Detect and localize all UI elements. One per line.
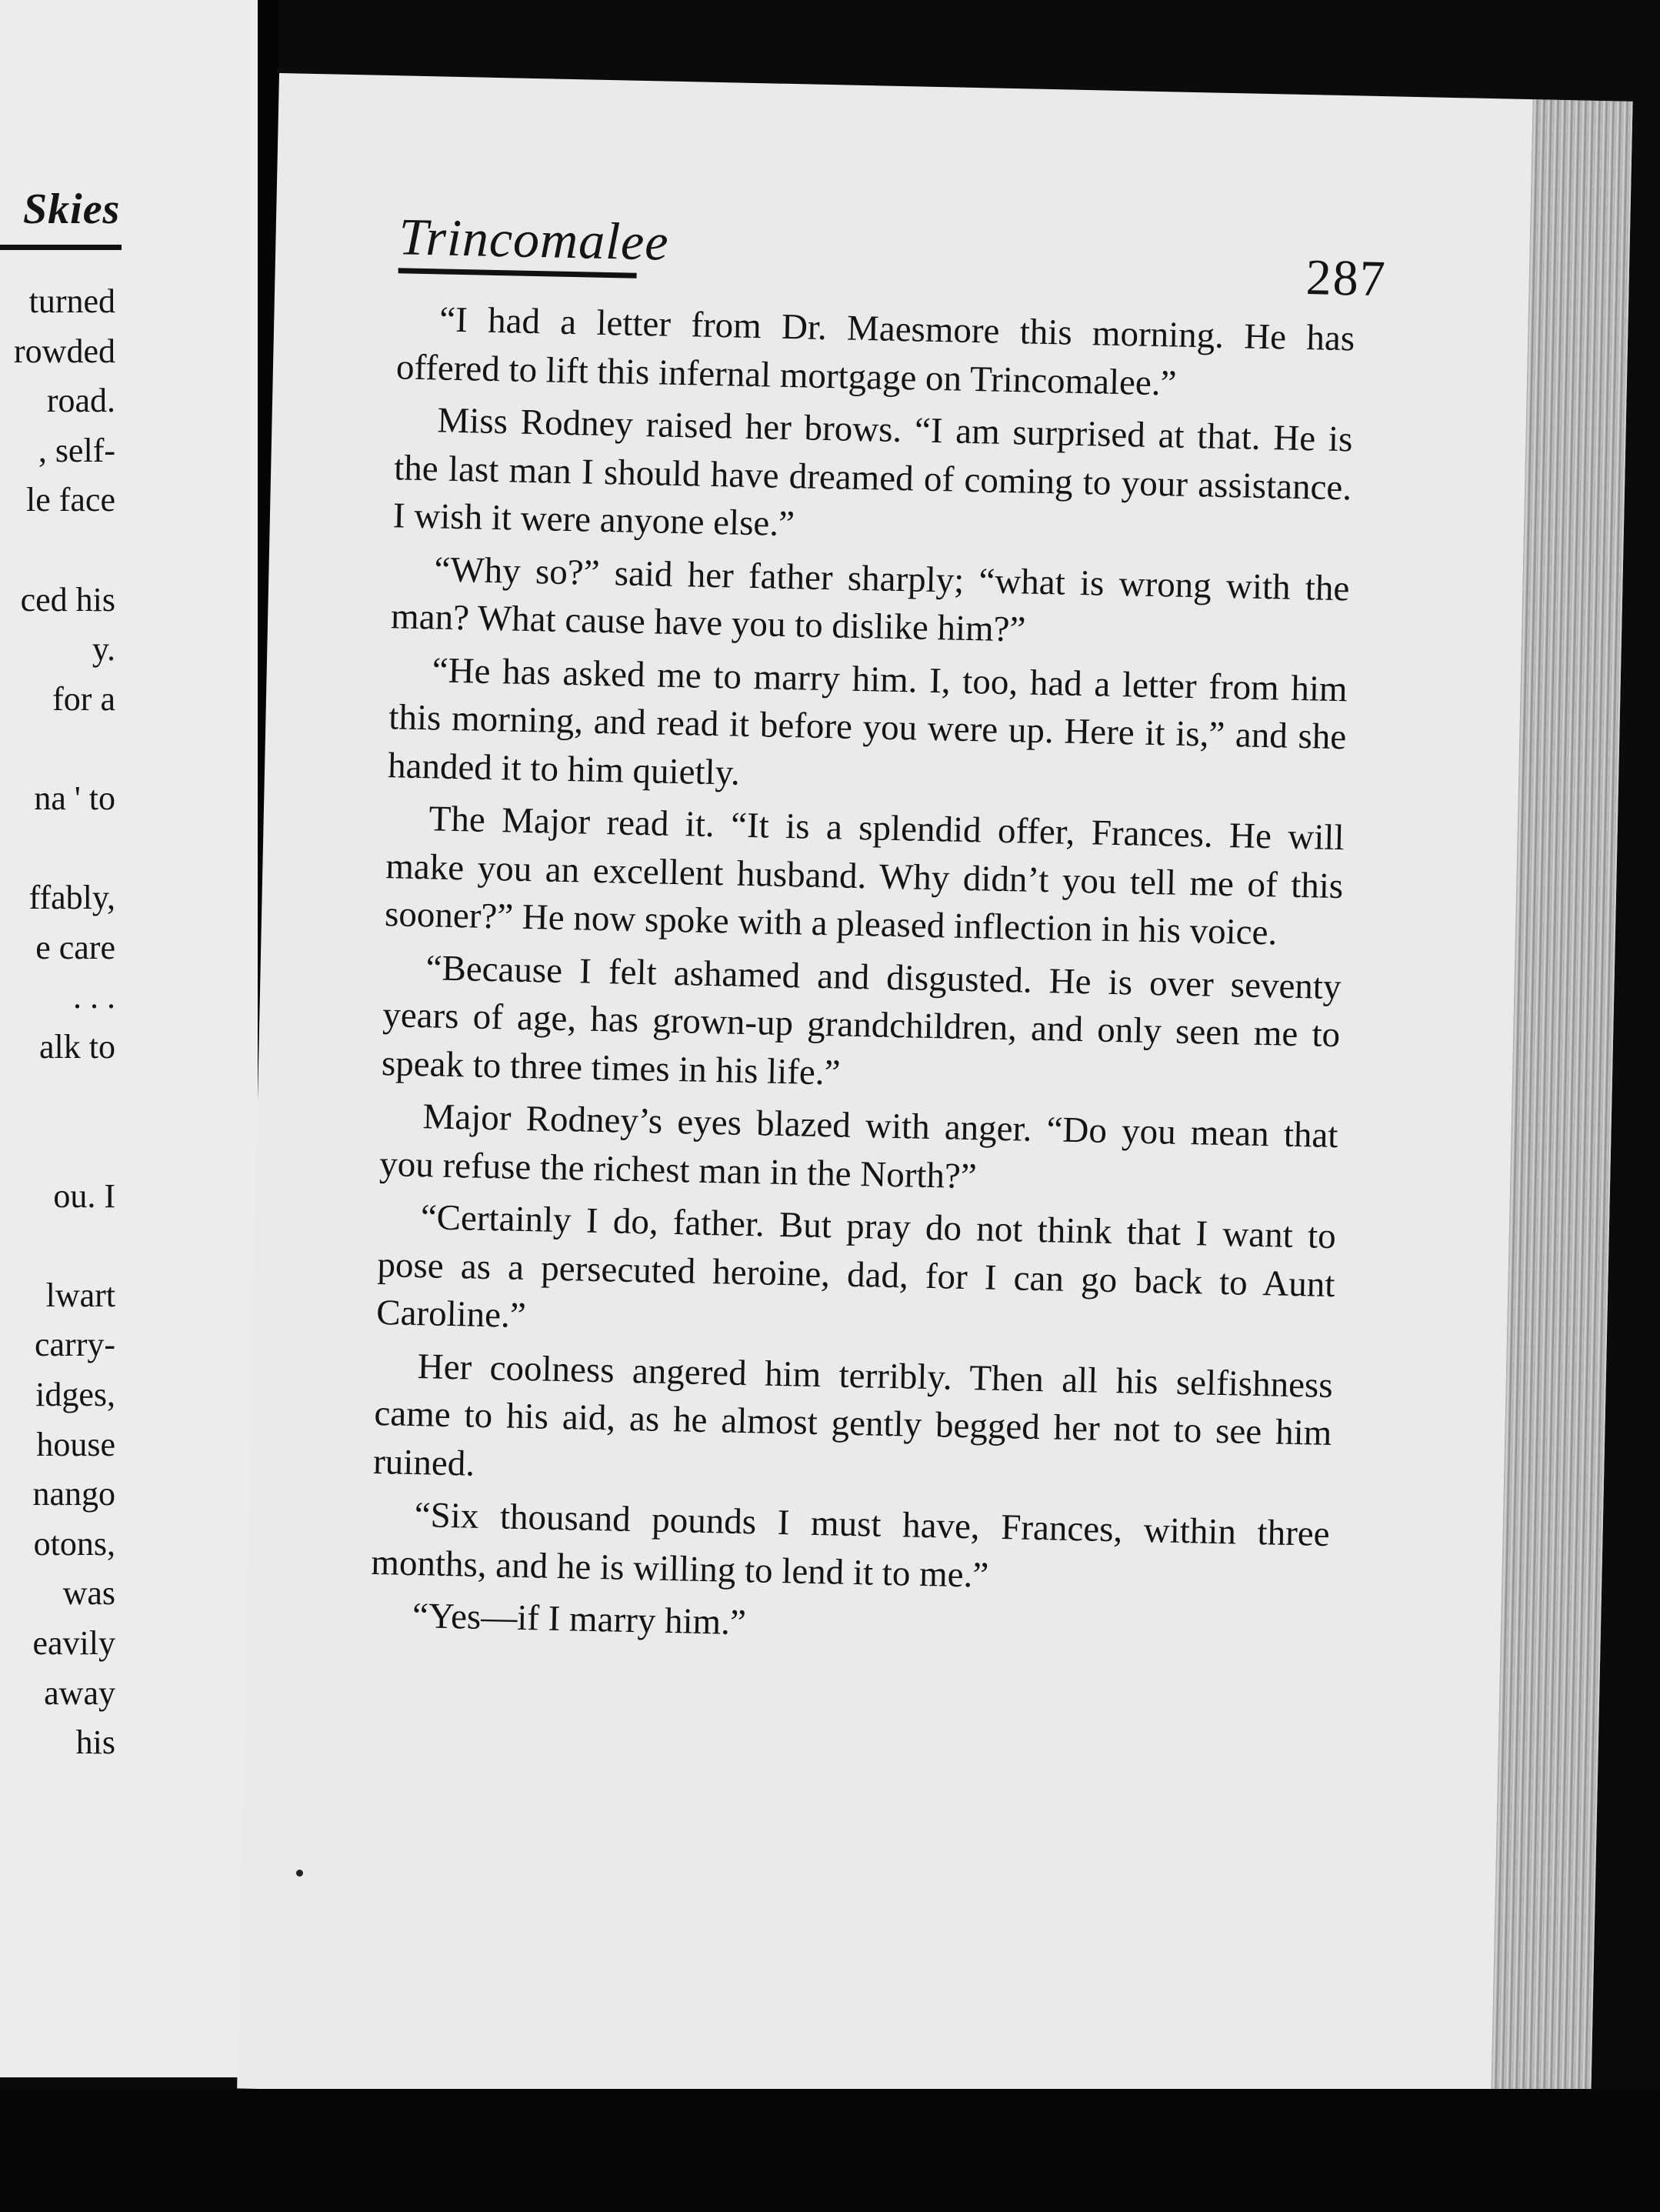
ink-speck [296, 1870, 303, 1877]
left-page-line: away [44, 1673, 115, 1712]
left-page-text-fragments [0, 277, 115, 1768]
left-page-line: house [36, 1425, 115, 1463]
left-page-line: eavily [32, 1624, 115, 1663]
running-head: Trincomalee [398, 207, 670, 272]
left-page-line [0, 724, 115, 774]
page-edge-stack [1491, 99, 1633, 2117]
left-page-line: . . . [73, 978, 115, 1016]
left-page-line: lwart [45, 1276, 115, 1314]
left-running-head: Skies [23, 185, 121, 233]
paragraph: “I had a letter from Dr. Maesmore this morning. He has offered to lift this infernal mortgage on Trincomalee.” [395, 299, 1355, 404]
paragraph: Major Rodney’s eyes blazed with anger. “Do you mean that you refuse the richest man in the North?” [378, 1096, 1338, 1196]
left-page-line: y. [92, 630, 115, 669]
left-page-line: was [62, 1574, 115, 1613]
left-page-line: road. [46, 382, 115, 420]
left-page-line: ced his [20, 580, 115, 619]
paragraph: “Yes—if I marry him.” [412, 1596, 747, 1643]
left-page-line [0, 824, 115, 874]
left-page-line: e care [35, 928, 115, 966]
left-page-line: ffably, [28, 879, 115, 917]
paragraph: “Certainly I do, father. But pray do not think that I want to pose as a persecuted heroine, dad, for I can go back to Aunt Caroline.” [375, 1197, 1337, 1336]
left-page-line: , self- [38, 431, 115, 469]
left-page-line: his [75, 1723, 115, 1762]
left-page-line: turned [28, 282, 115, 320]
left-page-line: rowded [14, 332, 115, 370]
left-page-line [0, 1122, 115, 1172]
left-page-line: na ' to [34, 779, 115, 817]
left-page-line: idges, [35, 1376, 115, 1414]
page-number: 287 [1305, 249, 1388, 308]
left-page-line: carry- [34, 1326, 115, 1364]
left-page-line: alk to [39, 1027, 115, 1066]
body-text [369, 295, 1355, 1663]
paragraph: Her coolness angered him terribly. Then all his selfishness came to his aid, as he almost gently begged her not to see him ruined. [372, 1346, 1334, 1484]
left-page-line: for a [52, 679, 115, 718]
left-page-line: ou. I [53, 1176, 115, 1215]
left-header-rule [0, 245, 122, 250]
bottom-shadow [0, 2089, 1660, 2212]
right-page [237, 73, 1632, 2117]
left-page-line [0, 1073, 115, 1123]
left-page-line: nango [32, 1475, 115, 1513]
left-page-line: otons, [33, 1524, 115, 1563]
left-page-line [0, 525, 115, 576]
paragraph: “Six thousand pounds I must have, Frances, within three months, and he is willing to lend it to me.” [370, 1495, 1331, 1596]
paragraph: Miss Rodney raised her brows. “I am surprised at that. He is the last man I should have dreamed of coming to your assistance. I wish it were anyone else.” [392, 400, 1353, 545]
paragraph: “Because I felt ashamed and disgusted. He is over seventy years of age, has grown-up grandchildren, and only seen me to speak to three times in his life.” [381, 947, 1342, 1093]
paragraph: “He has asked me to marry him. I, too, had a letter from him this morning, and read it before you were up. Here it is,” and she handed it to him quietly. [387, 649, 1348, 793]
left-page-line [0, 1221, 115, 1271]
left-facing-page [0, 0, 258, 2077]
paragraph: The Major read it. “It is a splendid offer, Frances. He will make you an excellent husband. Why didn’t you tell me of this sooner?” He now spoke with a pleased inflection in his voice. [384, 799, 1345, 953]
left-page-line: le face [26, 481, 115, 519]
paragraph: “Why so?” said her father sharply; “what is wrong with the man? What cause have you to dislike him?” [390, 549, 1350, 650]
